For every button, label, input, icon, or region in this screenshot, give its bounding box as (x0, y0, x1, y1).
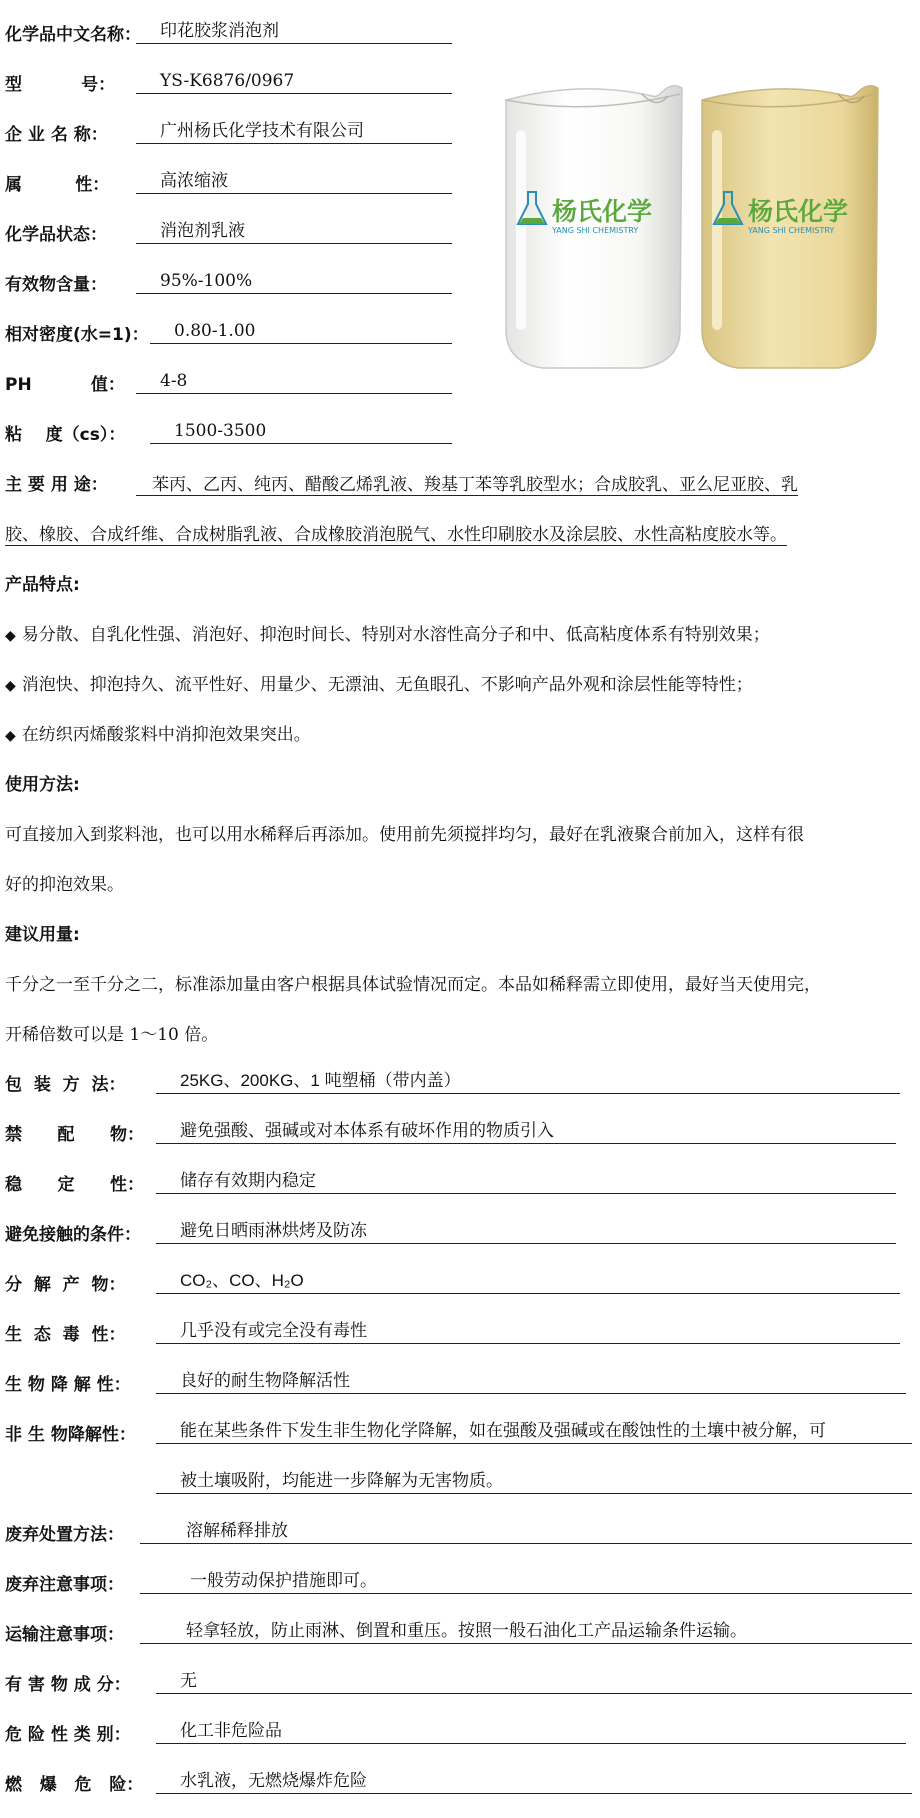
transport-value: 轻拿轻放，防止雨淋、倒置和重压。按照一般石油化工产品运输条件运输。 (140, 1622, 912, 1644)
spec-value-state: 消泡剂乳液 (136, 222, 452, 244)
spec-value-company: 广州杨氏化学技术有限公司 (136, 122, 452, 144)
spec-label-content: 有效物含量： (5, 275, 107, 295)
brand-sub-left: YANG SHI CHEMISTRY (552, 226, 639, 235)
hazard-class-label: 危 险 性 类 别： (5, 1725, 131, 1745)
usage-line-1 (136, 470, 798, 495)
feature-text: 易分散、自乳化性强、消泡好、抑泡时间长、特别对水溶性高分子和中、低高粘度体系有特别效果； (21, 625, 770, 645)
safety-label-biodegradability: 生 物 降 解 性： (5, 1375, 131, 1395)
product-photo (492, 70, 894, 376)
spec-label-model: 型 号： (5, 75, 116, 95)
method-heading: 使用方法: (5, 775, 80, 795)
usage-line-2 (5, 520, 787, 545)
explosion-value: 水乳液，无燃烧爆炸危险 (156, 1772, 912, 1794)
spec-value-name: 印花胶浆消泡剂 (136, 22, 452, 44)
feature-item (5, 720, 311, 745)
disposal-value-method: 溶解稀释排放 (140, 1522, 912, 1544)
safety-label-decomposition: 分 解 产 物： (5, 1275, 126, 1295)
feature-item (5, 620, 770, 645)
usage-label: 主 要 用 途： (5, 475, 108, 495)
spec-value-model: YS-K6876/0967 (136, 72, 452, 94)
method-line-1: 可直接加入到浆料池，也可以用水稀释后再添加。使用前先须搅拌均匀，最好在乳液聚合前加入，这样有很 (5, 825, 804, 845)
spec-value-density: 0.80-1.00 (150, 322, 452, 344)
diamond-bullet-icon: ◆ (5, 678, 16, 694)
safety-value-decomposition: CO₂、CO、H₂O (156, 1272, 900, 1294)
brand-sub-right: YANG SHI CHEMISTRY (748, 226, 835, 235)
hazard-components-value: 无 (156, 1672, 912, 1694)
safety-label-ecotoxicity: 生 态 毒 性： (5, 1325, 126, 1345)
hazard-class-value: 化工非危险品 (156, 1722, 906, 1744)
nonbio-label: 非 生 物降解性： (5, 1425, 136, 1445)
safety-value-incompatible: 避免强酸、强碱或对本体系有破坏作用的物质引入 (156, 1122, 896, 1144)
method-line-2: 好的抑泡效果。 (5, 875, 124, 895)
spec-label-ph: PH 值： (5, 375, 125, 395)
spec-label-density: 相对密度(水=1)： (5, 325, 149, 345)
safety-value-packaging: 25KG、200KG、1 吨塑桶（带内盖） (156, 1072, 900, 1094)
features-heading: 产品特点: (5, 575, 80, 595)
usage-text-2: 胶、橡胶、合成纤维、合成树脂乳液、合成橡胶消泡脱气、水性印刷胶水及涂层胶、水性高粘度胶水等。 (5, 525, 787, 545)
dosage-line-2: 开稀倍数可以是 1～10 倍。 (5, 1025, 219, 1045)
disposal-label-method: 废弃处置方法： (5, 1525, 124, 1545)
beakers-image (492, 70, 894, 376)
disposal-label-notes: 废弃注意事项： (5, 1575, 124, 1595)
spec-label-company: 企 业 名 称： (5, 125, 108, 145)
diamond-bullet-icon: ◆ (5, 728, 16, 744)
safety-value-stability: 储存有效期内稳定 (156, 1172, 896, 1194)
safety-value-biodegradability: 良好的耐生物降解活性 (156, 1372, 906, 1394)
safety-label-incompatible: 禁 配 物： (5, 1125, 145, 1145)
spec-value-viscosity: 1500-3500 (150, 422, 452, 444)
brand-name-right: 杨氏化学 (748, 197, 849, 226)
nonbio-line-2: 被土壤吸附，均能进一步降解为无害物质。 (156, 1472, 912, 1494)
hazard-components-label: 有 害 物 成 分： (5, 1675, 131, 1695)
safety-value-avoid: 避免日晒雨淋烘烤及防冻 (156, 1222, 896, 1244)
usage-text-1: 苯丙、乙丙、纯丙、醋酸乙烯乳液、羧基丁苯等乳胶型水；合成胶乳、亚么尼亚胶、乳 (136, 475, 798, 496)
brand-name-left: 杨氏化学 (552, 197, 653, 226)
dosage-line-1: 千分之一至千分之二，标准添加量由客户根据具体试验情况而定。本品如稀释需立即使用，最好当天使用完， (5, 975, 821, 995)
disposal-value-notes: 一般劳动保护措施即可。 (140, 1572, 912, 1594)
feature-item (5, 670, 753, 695)
explosion-label: 燃 爆 危 险： (5, 1775, 144, 1795)
spec-label-viscosity: 粘 度（cs）： (5, 425, 126, 445)
spec-value-property: 高浓缩液 (136, 172, 452, 194)
spec-label-name: 化学品中文名称： (5, 25, 141, 45)
safety-label-stability: 稳 定 性： (5, 1175, 145, 1195)
diamond-bullet-icon: ◆ (5, 628, 16, 644)
spec-label-property: 属 性： (5, 175, 110, 195)
spec-value-content: 95%-100% (136, 272, 452, 294)
safety-label-packaging: 包 装 方 法： (5, 1075, 126, 1095)
transport-label: 运输注意事项： (5, 1625, 124, 1645)
spec-label-state: 化学品状态： (5, 225, 107, 245)
safety-label-avoid: 避免接触的条件： (5, 1225, 141, 1245)
feature-text: 消泡快、抑泡持久、流平性好、用量少、无漂油、无鱼眼孔、不影响产品外观和涂层性能等特性； (21, 675, 753, 695)
safety-value-ecotoxicity: 几乎没有或完全没有毒性 (156, 1322, 900, 1344)
dosage-heading: 建议用量: (5, 925, 80, 945)
feature-text: 在纺织丙烯酸浆料中消抑泡效果突出。 (21, 725, 311, 745)
nonbio-line-1: 能在某些条件下发生非生物化学降解，如在强酸及强碱或在酸蚀性的土壤中被分解，可 (156, 1422, 912, 1444)
spec-value-ph: 4-8 (136, 372, 452, 394)
